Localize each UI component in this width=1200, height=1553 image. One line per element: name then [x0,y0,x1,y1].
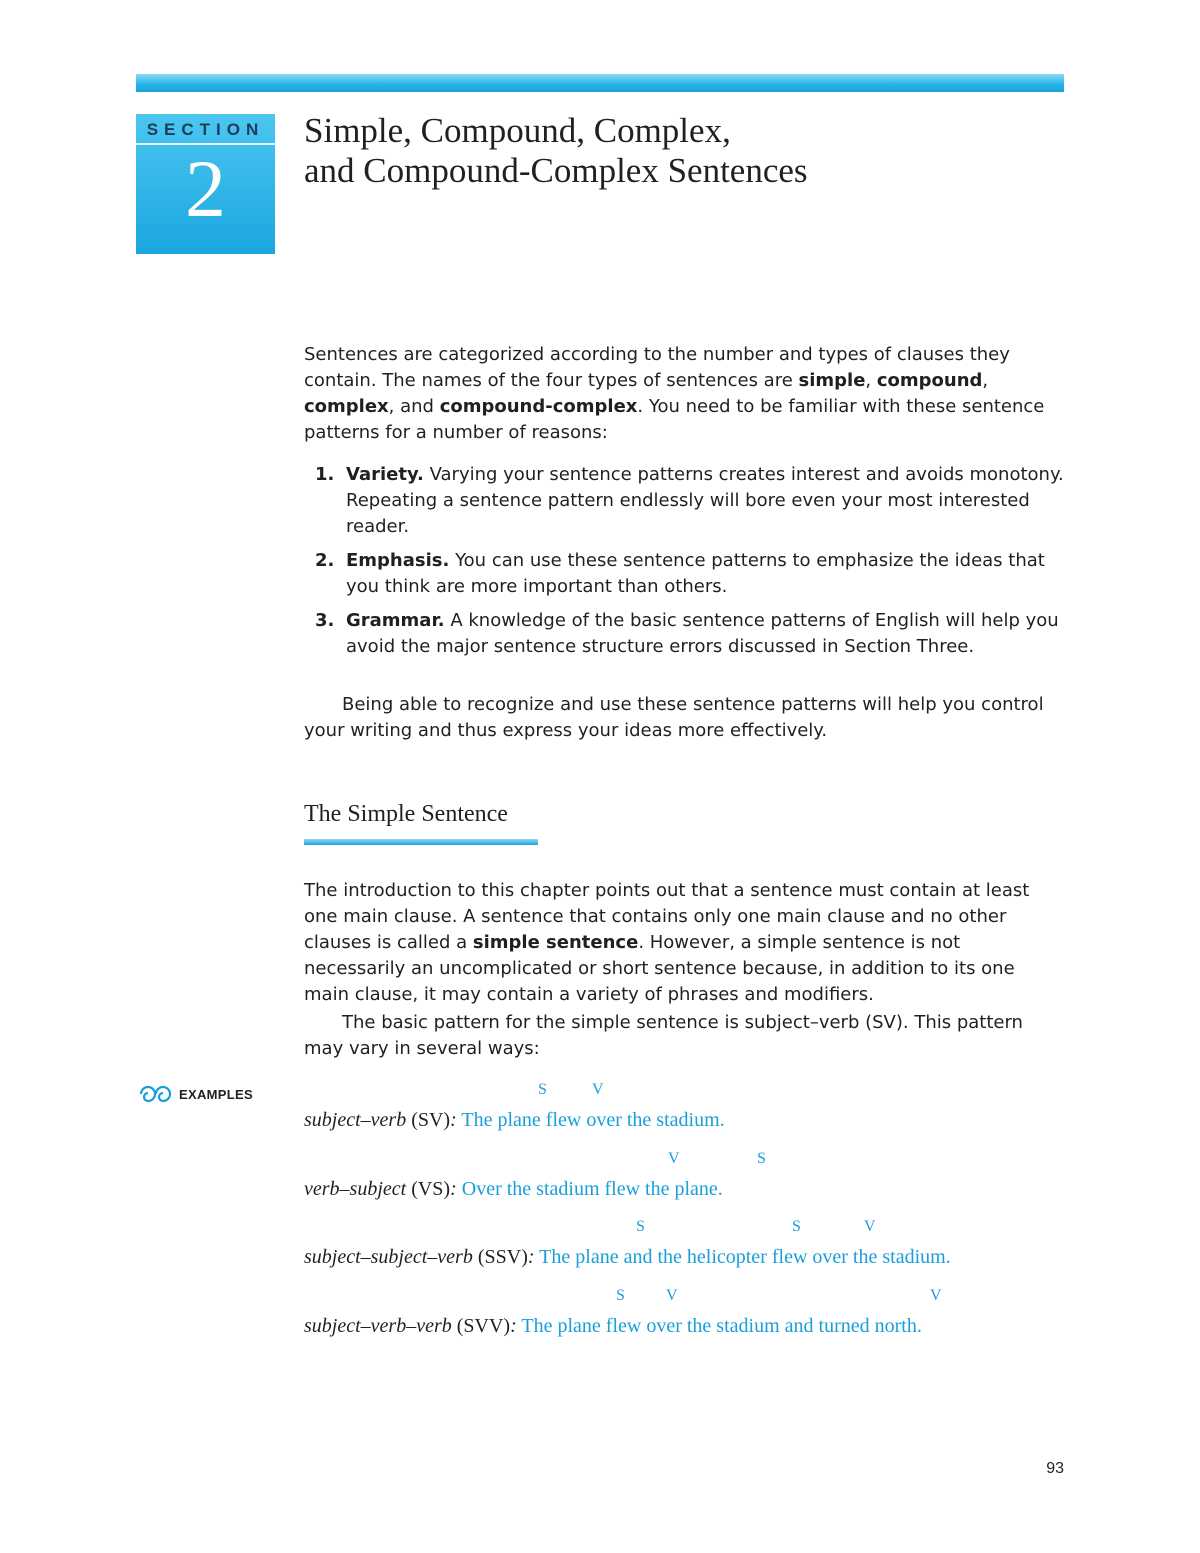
section-badge [136,114,275,254]
simple-sentence-paragraph [304,878,1064,1008]
example-svv [304,1314,922,1338]
list-number: 2. [315,550,335,571]
subject-marker: S [538,1081,547,1098]
verb-marker: V [592,1081,604,1098]
subheading-underline [304,839,538,845]
verb-marker: V [930,1287,942,1304]
section-number: 2 [185,143,226,234]
reason-text: Varying your sentence patterns creates interest and avoids monotony. Repeating a sentence pattern endlessly will bore even your most interested reader. [346,464,1064,537]
list-item [304,608,1064,660]
paragraph-text: The introduction to this chapter points out that a sentence must contain at least one main clause. A sentence that contains only one main clause and no other clauses is called a [304,880,1030,953]
intro-text: , and [388,396,440,417]
section-label: SECTION [146,120,265,139]
reason-title: Emphasis. [346,550,450,571]
examples-icon [137,1085,175,1103]
list-number: 3. [315,610,335,631]
paragraph-text: . However, a simple sentence is not necessarily an uncomplicated or short sentence because, in addition to its one main clause, it may contain a variety of phrases and modifiers. [304,932,1015,1005]
reason-text: You can use these sentence patterns to emphasize the ideas that you think are more important than others. [346,550,1045,597]
list-item [304,548,1064,600]
intro-text: , [982,370,989,391]
example-vs [304,1177,723,1201]
intro-text: , [865,370,877,391]
page-number: 93 [1046,1460,1064,1477]
chapter-title-line-1: Simple, Compound, Complex, [304,111,731,150]
examples-label: EXAMPLES [179,1087,253,1102]
chapter-title [304,111,808,191]
term-simple-sentence: simple sentence [472,932,639,953]
subject-marker: S [757,1150,766,1167]
example-ssv [304,1245,951,1269]
reason-title: Variety. [346,464,424,485]
example-label: verb–subject (VS): [304,1178,457,1200]
intro-paragraph [304,342,1064,446]
intro-text: Sentences are categorized according to the number and types of clauses they contain. The names of the four types of sentences are [304,344,1010,391]
basic-pattern-paragraph: The basic pattern for the simple sentence is subject–verb (SV). This pattern may vary in several ways: [304,1012,1023,1059]
example-sentence: Over the stadium flew the plane. [461,1178,723,1200]
verb-marker: V [666,1287,678,1304]
examples-tag [137,1085,253,1103]
example-label: subject–verb–verb (SVV): [304,1315,517,1337]
example-sv [304,1108,725,1132]
intro-text: . You need to be familiar with these sentence patterns for a number of reasons: [304,396,1045,443]
term-simple: simple [798,370,866,391]
example-sentence: The plane and the helicopter flew over the stadium. [539,1246,951,1268]
subject-marker: S [636,1218,645,1235]
list-number: 1. [315,464,335,485]
chapter-title-line-2: and Compound-Complex Sentences [304,151,808,190]
subject-marker: S [792,1218,801,1235]
closing-paragraph: Being able to recognize and use these sentence patterns will help you control your writing and thus express your ideas more effectively. [304,694,1044,741]
subheading-simple-sentence: The Simple Sentence [304,801,508,827]
term-compound: compound [876,370,983,391]
reasons-list [304,462,1064,668]
verb-marker: V [864,1218,876,1235]
verb-marker: V [668,1150,680,1167]
example-sentence: The plane flew over the stadium. [461,1109,725,1131]
top-color-bar [136,74,1064,92]
reason-text: A knowledge of the basic sentence patterns of English will help you avoid the major sentence structure errors discussed in Section Three. [346,610,1059,657]
reason-title: Grammar. [346,610,445,631]
example-label: subject–subject–verb (SSV): [304,1246,535,1268]
subject-marker: S [616,1287,625,1304]
term-complex: complex [304,396,389,417]
list-item [304,462,1064,540]
term-compound-complex: compound-complex [439,396,638,417]
example-label: subject–verb (SV): [304,1109,457,1131]
example-sentence: The plane flew over the stadium and turned north. [521,1315,922,1337]
